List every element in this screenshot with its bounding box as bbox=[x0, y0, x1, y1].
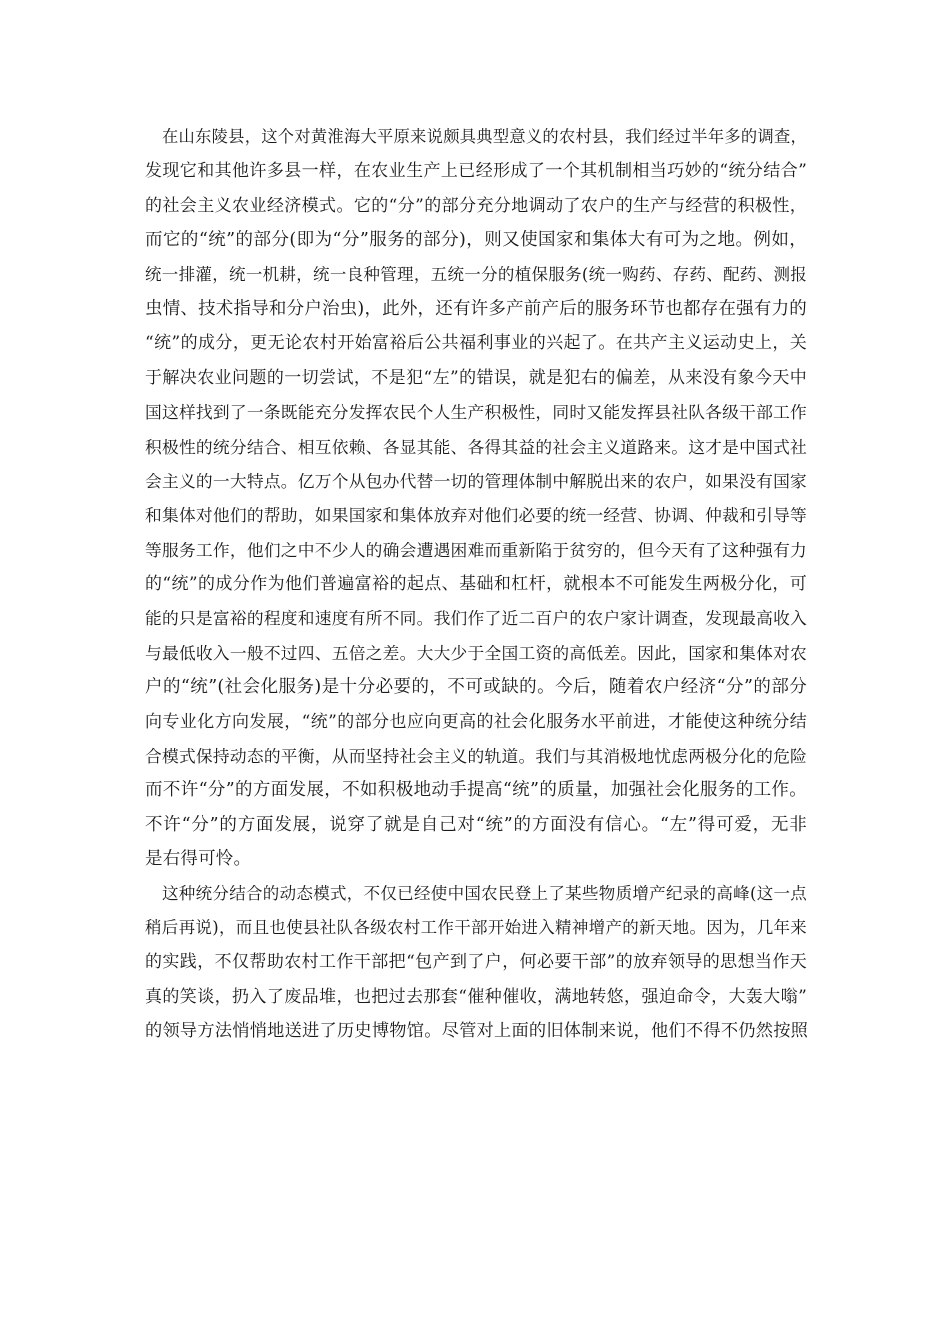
paragraph-line: 于解决农业问题的一切尝试，不是犯“左”的错误，就是犯右的偏差，从来没有象今天中 bbox=[145, 367, 807, 388]
paragraph-line: 而不许“分”的方面发展，不如积极地动手提高“统”的质量，加强社会化服务的工作。 bbox=[145, 780, 807, 801]
paragraph-line: 的“统”的成分作为他们普遍富裕的起点、基础和杠杆，就根本不可能发生两极分化，可 bbox=[145, 574, 807, 595]
paragraph-line: 能的只是富裕的程度和速度有所不同。我们作了近二百户的农户家计调查，发现最高收入 bbox=[145, 608, 807, 629]
paragraph-line: “统”的成分，更无论农村开始富裕后公共福利事业的兴起了。在共产主义运动史上，关 bbox=[145, 333, 807, 354]
document-body bbox=[145, 120, 807, 1049]
paragraph-line: 虫情、技术指导和分户治虫)，此外，还有许多产前产后的服务环节也都存在强有力的 bbox=[145, 298, 807, 319]
paragraph-line: 这种统分结合的动态模式，不仅已经使中国农民登上了某些物质增产纪录的高峰(这一点 bbox=[162, 883, 807, 903]
paragraph-line: 的社会主义农业经济模式。它的“分”的部分充分地调动了农户的生产与经营的积极性， bbox=[145, 195, 807, 216]
paragraph-line: 发现它和其他许多县一样，在农业生产上已经形成了一个其机制相当巧妙的“统分结合” bbox=[145, 161, 807, 182]
paragraph-2 bbox=[145, 877, 807, 1049]
paragraph-line: 是右得可怜。 bbox=[145, 849, 252, 870]
paragraph-line: 稍后再说)，而且也使县社队各级农村工作干部开始进入精神增产的新天地。因为，几年来 bbox=[145, 917, 807, 937]
paragraph-line: 而它的“统”的部分(即为“分”服务的部分)，则又使国家和集体大有可为之地。例如， bbox=[145, 230, 807, 251]
paragraph-line: 积极性的统分结合、相互依赖、各显其能、各得其益的社会主义道路来。这才是中国式社 bbox=[145, 436, 807, 457]
paragraph-line: 户的“统”(社会化服务)是十分必要的，不可或缺的。今后，随着农户经济“分”的部分 bbox=[145, 677, 807, 698]
paragraph-line: 在山东陵县，这个对黄淮海大平原来说颇具典型意义的农村县，我们经过半年多的调查， bbox=[162, 127, 807, 146]
paragraph-line: 国这样找到了一条既能充分发挥农民个人生产积极性，同时又能发挥县社队各级干部工作 bbox=[145, 402, 807, 423]
paragraph-line: 的领导方法悄悄地送进了历史博物馆。尽管对上面的旧体制来说，他们不得不仍然按照 bbox=[145, 1021, 809, 1042]
paragraph-line: 不许“分”的方面发展，说穿了就是自己对“统”的方面没有信心。“左”得可爱，无非 bbox=[145, 814, 807, 835]
paragraph-line: 与最低收入一般不过四、五倍之差。大大少于全国工资的高低差。因此，国家和集体对农 bbox=[145, 642, 807, 663]
paragraph-line: 统一排灌，统一机耕，统一良种管理，五统一分的植保服务(统一购药、存药、配药、测报 bbox=[145, 264, 807, 284]
paragraph-line: 向专业化方向发展，“统”的部分也应向更高的社会化服务水平前进，才能使这种统分结 bbox=[145, 711, 807, 732]
paragraph-line: 的实践，不仅帮助农村工作干部把“包产到了户，何必要干部”的放弃领导的思想当作天 bbox=[145, 952, 807, 973]
paragraph-line: 会主义的一大特点。亿万个从包办代替一切的管理体制中解脱出来的农户，如果没有国家 bbox=[145, 470, 807, 491]
paragraph-line: 等服务工作，他们之中不少人的确会遭遇困难而重新陷于贫穷的，但今天有了这种强有力 bbox=[145, 539, 807, 560]
paragraph-line: 真的笑谈，扔入了废品堆，也把过去那套“催种催收，满地转悠，强迫命令，大轰大嗡” bbox=[145, 986, 807, 1007]
paragraph-line: 和集体对他们的帮助，如果国家和集体放弃对他们必要的统一经营、协调、仲裁和引导等 bbox=[145, 505, 807, 526]
paragraph-line: 合模式保持动态的平衡，从而坚持社会主义的轨道。我们与其消极地忧虑两极分化的危险 bbox=[145, 746, 807, 767]
paragraph-1 bbox=[145, 120, 807, 877]
